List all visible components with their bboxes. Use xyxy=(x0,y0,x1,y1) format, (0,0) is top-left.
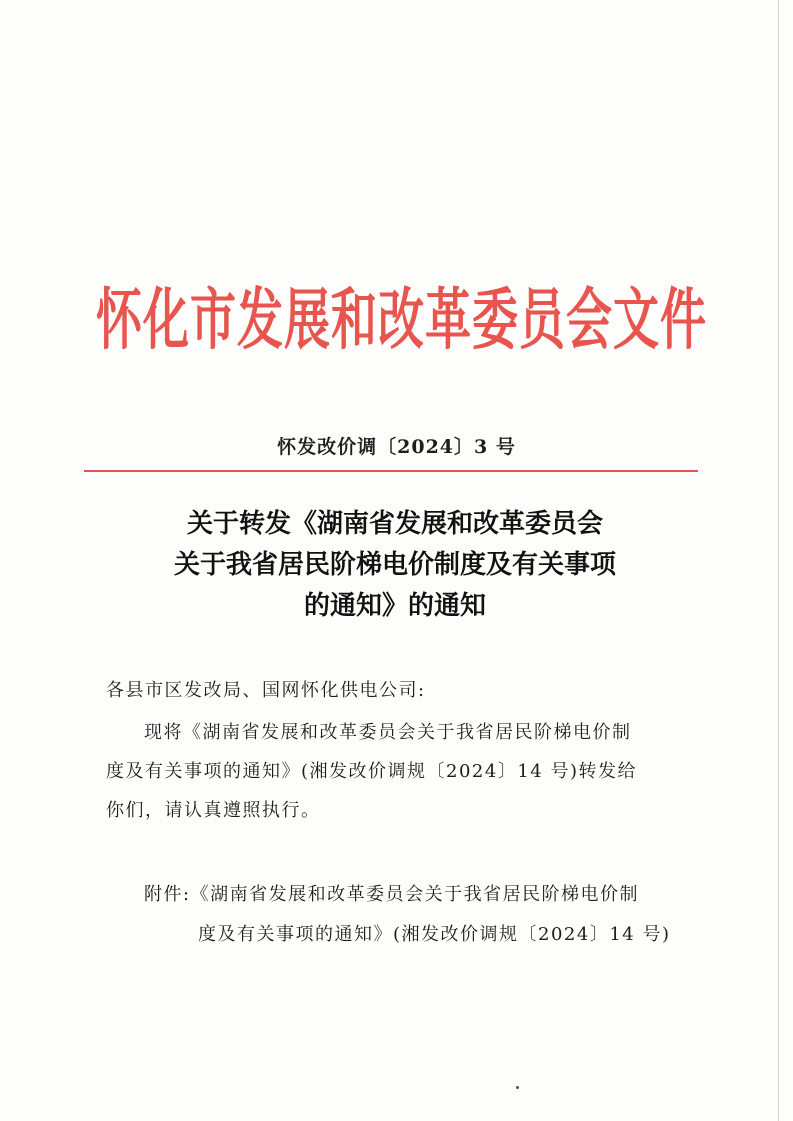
scan-speck xyxy=(516,1086,519,1089)
body-line-3: 你们，请认真遵照执行。 xyxy=(106,800,321,821)
salutation: 各县市区发改局、国网怀化供电公司: xyxy=(106,680,426,701)
masthead-title: 怀化市发展和改革委员会文件 xyxy=(96,280,707,359)
body-line-2: 度及有关事项的通知》(湘发改价调规〔2024〕14 号)转发给 xyxy=(106,761,637,782)
title-line-3: 的通知》的通知 xyxy=(303,591,486,621)
body-line-1: 现将《湖南省发展和改革委员会关于我省居民阶梯电价制 xyxy=(144,722,632,743)
document-number: 怀发改价调〔2024〕3 号 xyxy=(277,436,516,458)
red-divider-line xyxy=(84,470,698,472)
attachment-line-1: 附件:《湖南省发展和改革委员会关于我省居民阶梯电价制 xyxy=(144,884,640,905)
title-line-2: 关于我省居民阶梯电价制度及有关事项 xyxy=(173,550,616,580)
title-line-1: 关于转发《湖南省发展和改革委员会 xyxy=(186,509,603,539)
attachment-note xyxy=(144,875,704,955)
document-title xyxy=(80,504,710,627)
attachment-line-2: 度及有关事项的通知》(湘发改价调规〔2024〕14 号) xyxy=(198,924,671,945)
page-edge-line xyxy=(778,0,779,1121)
body-paragraph xyxy=(106,713,691,830)
